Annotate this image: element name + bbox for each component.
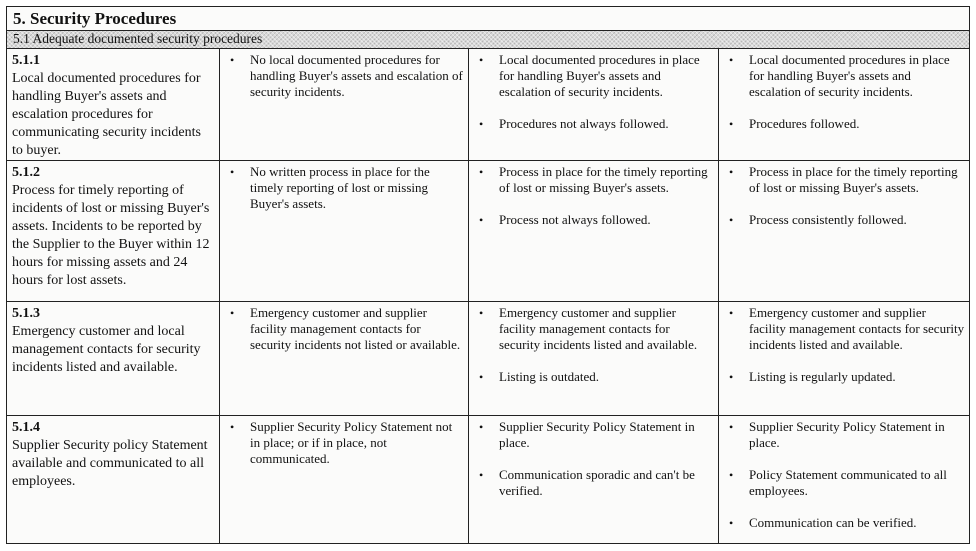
bullet-icon: • [729,165,734,179]
bullet-icon: • [729,516,734,530]
level-cell [469,161,719,302]
level-cell [220,161,469,302]
bullet-icon: • [479,165,484,179]
criteria-item: • Process in place for the timely reporting of lost or missing Buyer's assets. [729,164,958,195]
level-cell [469,49,719,161]
criteria-item: • Listing is outdated. [479,369,600,384]
criteria-item: • Emergency customer and supplier facility management contacts for security incidents listed and available. [729,305,965,352]
level-cell [469,416,719,543]
level-cell [220,49,469,161]
bullet-icon: • [729,213,734,227]
bullet-icon: • [729,117,734,131]
bullet-icon: • [230,420,235,434]
bullet-icon: • [479,420,484,434]
level-cell [719,49,969,161]
criteria-list [724,305,965,385]
criteria-item: • Process not always followed. [479,212,651,227]
bullet-icon: • [479,117,484,131]
level-cell [719,416,969,543]
criteria-list [225,305,464,353]
criteria-item: • Listing is regularly updated. [729,369,896,384]
bullet-icon: • [479,306,484,320]
requirement-number: 5.1.4 [12,420,40,435]
requirement-cell [7,49,220,161]
criteria-item: • Local documented procedures in place for handling Buyer's assets and escalation of security incidents. [729,52,950,99]
requirement-cell [7,161,220,302]
requirement-number: 5.1.1 [12,53,40,68]
criteria-list [225,52,464,100]
bullet-icon: • [479,468,484,482]
level-cell [719,302,969,416]
level-cell [220,416,469,543]
criteria-grid [7,49,969,543]
criteria-list [225,419,464,467]
criteria-item: • Supplier Security Policy Statement in place. [729,419,945,450]
criteria-item: • Process in place for the timely reporting of lost or missing Buyer's assets. [479,164,708,195]
criteria-item: • Communication can be verified. [729,515,917,530]
criteria-item: • Policy Statement communicated to all employees. [729,467,947,498]
criteria-item: • No local documented procedures for handling Buyer's assets and escalation of security incidents. [230,52,463,99]
criteria-list [474,164,714,228]
criteria-list [724,164,965,228]
bullet-icon: • [230,306,235,320]
requirement-cell [7,416,220,543]
criteria-item: • Communication sporadic and can't be verified. [479,467,695,498]
requirement-number: 5.1.3 [12,306,40,321]
criteria-item: • Process consistently followed. [729,212,907,227]
bullet-icon: • [479,370,484,384]
requirement-text: Emergency customer and local management contacts for security incidents listed and available. [12,324,201,375]
requirement-number: 5.1.2 [12,165,40,180]
bullet-icon: • [479,213,484,227]
bullet-icon: • [729,468,734,482]
criteria-item: • Emergency customer and supplier facility management contacts for security incidents not listed or available. [230,305,461,352]
criteria-list [474,419,714,499]
subsection-header: 5.1 Adequate documented security procedures [7,31,969,49]
bullet-icon: • [729,370,734,384]
criteria-item: • Local documented procedures in place for handling Buyer's assets and escalation of security incidents. [479,52,700,99]
bullet-icon: • [230,165,235,179]
bullet-icon: • [729,53,734,67]
criteria-item: • Procedures not always followed. [479,116,669,131]
requirement-text: Process for timely reporting of incidents of lost or missing Buyer's assets. Incidents to be reported by the Supplier to the Buyer within 12 hours for missing assets and 24 hours for lost assets. [12,183,210,288]
criteria-item: • No written process in place for the timely reporting of lost or missing Buyer's assets. [230,164,430,211]
bullet-icon: • [479,53,484,67]
criteria-list [724,52,965,132]
bullet-icon: • [230,53,235,67]
criteria-list [225,164,464,212]
criteria-item: • Supplier Security Policy Statement not in place; or if in place, not communicated. [230,419,453,466]
bullet-icon: • [729,420,734,434]
criteria-list [474,305,714,385]
requirement-text: Local documented procedures for handling Buyer's assets and escalation procedures for communicating security incidents to buyer. [12,71,201,158]
level-cell [719,161,969,302]
level-cell [469,302,719,416]
bullet-icon: • [729,306,734,320]
security-procedures-table [6,6,970,544]
criteria-list [724,419,965,531]
requirement-cell [7,302,220,416]
criteria-item: • Supplier Security Policy Statement in place. [479,419,695,450]
criteria-item: • Procedures followed. [729,116,860,131]
level-cell [220,302,469,416]
requirement-text: Supplier Security policy Statement available and communicated to all employees. [12,438,208,489]
criteria-list [474,52,714,132]
criteria-item: • Emergency customer and supplier facility management contacts for security incidents listed and available. [479,305,698,352]
section-title: 5. Security Procedures [7,7,969,31]
